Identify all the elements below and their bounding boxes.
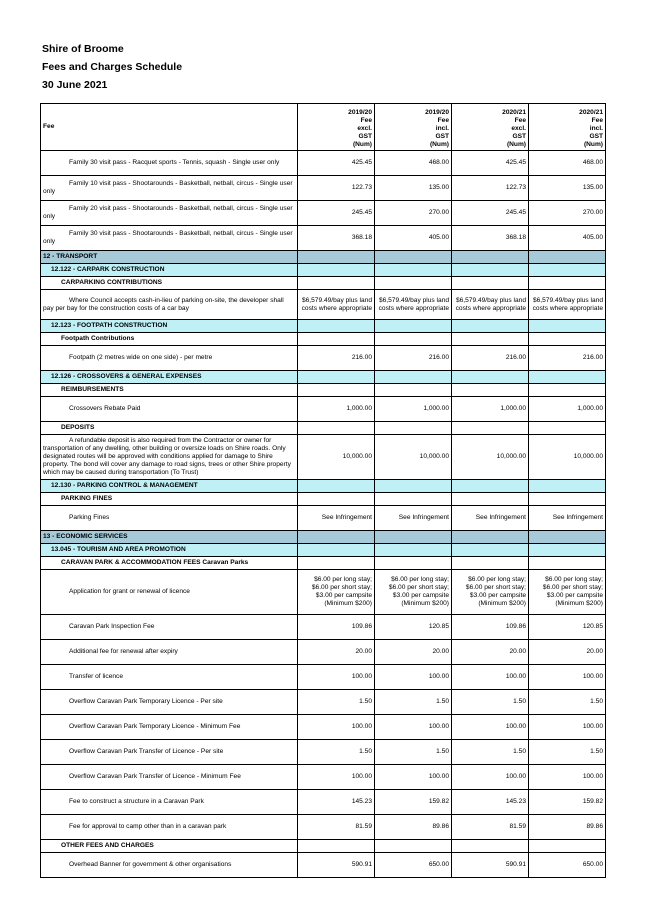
empty-cell [452, 840, 529, 853]
fee-description: Overhead Banner for government & other organisations [41, 853, 298, 878]
fee-value-cell: $6,579.49/bay plus land costs where appropriate [375, 290, 452, 320]
empty-cell [298, 840, 375, 853]
table-row [41, 346, 606, 371]
empty-cell [529, 480, 606, 493]
fee-value-cell: 100.00 [375, 665, 452, 690]
fee-description-text: A refundable deposit is also required from the Contractor or owner for transportation of any dwelling, other building or oversize loads on Shire roads. Only designated routes will be approved with conditions applied for damage to Shire property. The bond will cover any damage to road signs, trees or other Shire property which may be caused during transportation (To Trust) [43, 437, 291, 476]
empty-cell [452, 557, 529, 570]
heading-label: Footpath Contributions [41, 333, 298, 346]
schedule-date: 30 June 2021 [42, 79, 108, 91]
fee-value-cell: 270.00 [529, 201, 606, 226]
fee-description [41, 435, 298, 480]
fee-description-text: Where Council accepts cash-in-lieu of parking on-site, the developer shall pay per bay for the construction costs of a car bay [43, 296, 284, 312]
fee-value-cell: 109.86 [452, 615, 529, 640]
fee-value-cell: 245.45 [452, 201, 529, 226]
fee-value-cell: 145.23 [452, 790, 529, 815]
fee-description: Parking Fines [41, 506, 298, 531]
fee-description-text: Family 20 visit pass - Shootarounds - Basketball, netball, circus - Single user only [43, 205, 293, 220]
heading-label: REIMBURSEMENTS [41, 384, 298, 397]
fee-value-cell: 81.59 [452, 815, 529, 840]
fee-value-cell: 81.59 [298, 815, 375, 840]
empty-cell [298, 422, 375, 435]
fee-value-cell: 100.00 [298, 715, 375, 740]
fee-value-cell: 216.00 [298, 346, 375, 371]
fee-value-cell: 100.00 [375, 765, 452, 790]
empty-cell [298, 264, 375, 277]
empty-cell [529, 320, 606, 333]
fee-value-cell: 368.18 [298, 226, 375, 251]
fee-value-cell: 1,000.00 [452, 397, 529, 422]
column-header-2020-21-excl: 2020/21 Fee excl. GST (Num) [452, 104, 529, 151]
fee-value-cell: 145.23 [298, 790, 375, 815]
fee-value-cell: 100.00 [452, 765, 529, 790]
table-header-row [41, 104, 606, 151]
empty-cell [375, 371, 452, 384]
section-heading-row [41, 251, 606, 264]
empty-cell [529, 384, 606, 397]
heading-label: CARAVAN PARK & ACCOMMODATION FEES Caravan Parks [41, 557, 298, 570]
fee-value-cell: 20.00 [375, 640, 452, 665]
fee-description: Overflow Caravan Park Temporary Licence - Per site [41, 690, 298, 715]
empty-cell [529, 544, 606, 557]
fee-description: Overflow Caravan Park Transfer of Licence - Per site [41, 740, 298, 765]
empty-cell [298, 480, 375, 493]
fee-value-cell: 100.00 [529, 765, 606, 790]
fee-value-cell: 122.73 [298, 176, 375, 201]
empty-cell [452, 320, 529, 333]
category-heading-row [41, 277, 606, 290]
fee-description-text: Family 10 visit pass - Shootarounds - Basketball, netball, circus - Single user only [43, 180, 293, 195]
fee-value-cell: 650.00 [375, 853, 452, 878]
table-row [41, 715, 606, 740]
empty-cell [298, 557, 375, 570]
document-title: Shire of Broome [42, 43, 124, 55]
table-row [41, 665, 606, 690]
category-heading-row [41, 557, 606, 570]
fee-value-cell: 468.00 [375, 151, 452, 176]
fee-description [41, 151, 298, 176]
table-row [41, 435, 606, 480]
fee-value-cell: 135.00 [529, 176, 606, 201]
fee-value-cell: $6,579.49/bay plus land costs where appropriate [529, 290, 606, 320]
empty-cell [529, 557, 606, 570]
fee-value-cell: 100.00 [529, 665, 606, 690]
empty-cell [298, 251, 375, 264]
empty-cell [375, 422, 452, 435]
table-row [41, 201, 606, 226]
empty-cell [452, 277, 529, 290]
category-heading-row [41, 333, 606, 346]
empty-cell [375, 384, 452, 397]
fee-value-cell: 100.00 [298, 665, 375, 690]
heading-label: 12 - TRANSPORT [41, 251, 298, 264]
fee-value-cell: $6.00 per long stay; $6.00 per short stay; $3.00 per campsite (Minimum $200) [452, 570, 529, 615]
fee-description: Fee to construct a structure in a Caravan Park [41, 790, 298, 815]
empty-cell [452, 493, 529, 506]
empty-cell [298, 371, 375, 384]
empty-cell [529, 251, 606, 264]
fee-description: Overflow Caravan Park Temporary Licence - Minimum Fee [41, 715, 298, 740]
fee-value-cell: 468.00 [529, 151, 606, 176]
empty-cell [375, 544, 452, 557]
fee-value-cell: 270.00 [375, 201, 452, 226]
fee-value-cell: 135.00 [375, 176, 452, 201]
empty-cell [375, 251, 452, 264]
fee-value-cell: 1.50 [375, 740, 452, 765]
fee-value-cell: 120.85 [375, 615, 452, 640]
fee-value-cell: 10,000.00 [452, 435, 529, 480]
fee-value-cell: 405.00 [375, 226, 452, 251]
table-row [41, 765, 606, 790]
table-row [41, 290, 606, 320]
fee-value-cell: 1.50 [452, 690, 529, 715]
fee-value-cell: 1.50 [529, 740, 606, 765]
empty-cell [452, 264, 529, 277]
empty-cell [452, 531, 529, 544]
fee-value-cell: See Infringement [452, 506, 529, 531]
empty-cell [529, 422, 606, 435]
subsection-heading-row [41, 264, 606, 277]
fee-value-cell: 159.82 [375, 790, 452, 815]
empty-cell [375, 493, 452, 506]
fee-value-cell: $6.00 per long stay; $6.00 per short stay; $3.00 per campsite (Minimum $200) [529, 570, 606, 615]
fee-description: Transfer of licence [41, 665, 298, 690]
category-heading-row [41, 840, 606, 853]
fee-description: Caravan Park Inspection Fee [41, 615, 298, 640]
fee-value-cell: 100.00 [375, 715, 452, 740]
empty-cell [375, 264, 452, 277]
heading-label: DEPOSITS [41, 422, 298, 435]
column-header-2019-20-incl: 2019/20 Fee incl. GST (Num) [375, 104, 452, 151]
fee-value-cell: 100.00 [298, 765, 375, 790]
fee-value-cell: $6.00 per long stay; $6.00 per short stay; $3.00 per campsite (Minimum $200) [375, 570, 452, 615]
empty-cell [298, 384, 375, 397]
subsection-heading-row [41, 544, 606, 557]
fees-table-body [41, 151, 606, 878]
empty-cell [452, 480, 529, 493]
table-row [41, 740, 606, 765]
table-row [41, 506, 606, 531]
fee-value-cell: 1.50 [298, 740, 375, 765]
table-row [41, 226, 606, 251]
fee-value-cell: 1.50 [529, 690, 606, 715]
fee-description: Additional fee for renewal after expiry [41, 640, 298, 665]
subsection-heading-row [41, 371, 606, 384]
table-row [41, 397, 606, 422]
empty-cell [375, 333, 452, 346]
column-header-2019-20-excl: 2019/20 Fee excl. GST (Num) [298, 104, 375, 151]
fee-value-cell: 10,000.00 [375, 435, 452, 480]
fee-value-cell: 10,000.00 [298, 435, 375, 480]
fee-value-cell: 100.00 [452, 715, 529, 740]
schedule-title: Fees and Charges Schedule [42, 61, 183, 73]
empty-cell [529, 531, 606, 544]
empty-cell [298, 333, 375, 346]
empty-cell [529, 333, 606, 346]
fee-value-cell: $6,579.49/bay plus land costs where appropriate [452, 290, 529, 320]
empty-cell [298, 320, 375, 333]
fee-value-cell: See Infringement [375, 506, 452, 531]
fee-description-text: Family 30 visit pass - Racquet sports - Tennis, squash - Single user only [69, 159, 280, 166]
fee-description [41, 226, 298, 251]
fee-value-cell: 245.45 [298, 201, 375, 226]
table-row [41, 151, 606, 176]
section-heading-row [41, 531, 606, 544]
fee-value-cell: 100.00 [452, 665, 529, 690]
heading-label: CARPARKING CONTRIBUTIONS [41, 277, 298, 290]
empty-cell [375, 480, 452, 493]
fee-value-cell: 650.00 [529, 853, 606, 878]
fee-value-cell: 425.45 [452, 151, 529, 176]
empty-cell [452, 371, 529, 384]
empty-cell [529, 493, 606, 506]
heading-label: 13.045 - TOURISM AND AREA PROMOTION [41, 544, 298, 557]
heading-label: OTHER FEES AND CHARGES [41, 840, 298, 853]
fee-value-cell: $6,579.49/bay plus land costs where appropriate [298, 290, 375, 320]
fee-description: Overflow Caravan Park Transfer of Licence - Minimum Fee [41, 765, 298, 790]
heading-label: 12.130 - PARKING CONTROL & MANAGEMENT [41, 480, 298, 493]
empty-cell [298, 544, 375, 557]
heading-label: 13 - ECONOMIC SERVICES [41, 531, 298, 544]
empty-cell [298, 493, 375, 506]
fee-value-cell: 159.82 [529, 790, 606, 815]
empty-cell [375, 840, 452, 853]
table-row [41, 815, 606, 840]
empty-cell [298, 277, 375, 290]
empty-cell [375, 531, 452, 544]
fee-value-cell: See Infringement [529, 506, 606, 531]
fees-table [40, 103, 606, 878]
fee-value-cell: 1.50 [298, 690, 375, 715]
empty-cell [298, 531, 375, 544]
empty-cell [452, 251, 529, 264]
fee-description: Crossovers Rebate Paid [41, 397, 298, 422]
subsection-heading-row [41, 480, 606, 493]
fee-description [41, 290, 298, 320]
heading-label: PARKING FINES [41, 493, 298, 506]
fee-value-cell: 1,000.00 [375, 397, 452, 422]
fee-value-cell: 1.50 [375, 690, 452, 715]
fee-description: Footpath (2 metres wide on one side) - per metre [41, 346, 298, 371]
table-row [41, 176, 606, 201]
column-header-2020-21-incl: 2020/21 Fee incl. GST (Num) [529, 104, 606, 151]
fee-value-cell: See Infringement [298, 506, 375, 531]
table-row [41, 615, 606, 640]
fee-value-cell: 10,000.00 [529, 435, 606, 480]
empty-cell [529, 840, 606, 853]
fee-value-cell: 122.73 [452, 176, 529, 201]
fee-value-cell: 1,000.00 [529, 397, 606, 422]
fee-value-cell: 405.00 [529, 226, 606, 251]
empty-cell [452, 544, 529, 557]
fee-value-cell: 100.00 [529, 715, 606, 740]
heading-label: 12.123 - FOOTPATH CONSTRUCTION [41, 320, 298, 333]
fee-description-text: Family 30 visit pass - Shootarounds - Basketball, netball, circus - Single user only [43, 230, 293, 245]
empty-cell [452, 333, 529, 346]
fee-value-cell: 89.86 [529, 815, 606, 840]
fee-value-cell: 425.45 [298, 151, 375, 176]
table-row [41, 853, 606, 878]
fee-value-cell: 590.91 [452, 853, 529, 878]
fee-value-cell: 1.50 [452, 740, 529, 765]
fee-value-cell: $6.00 per long stay; $6.00 per short stay; $3.00 per campsite (Minimum $200) [298, 570, 375, 615]
empty-cell [529, 277, 606, 290]
fee-value-cell: 368.18 [452, 226, 529, 251]
fee-value-cell: 216.00 [529, 346, 606, 371]
fee-description [41, 201, 298, 226]
category-heading-row [41, 493, 606, 506]
heading-label: 12.122 - CARPARK CONSTRUCTION [41, 264, 298, 277]
empty-cell [529, 371, 606, 384]
fee-description [41, 176, 298, 201]
fee-value-cell: 120.85 [529, 615, 606, 640]
fee-value-cell: 109.86 [298, 615, 375, 640]
subsection-heading-row [41, 320, 606, 333]
fee-value-cell: 1,000.00 [298, 397, 375, 422]
empty-cell [375, 557, 452, 570]
fee-value-cell: 20.00 [452, 640, 529, 665]
empty-cell [452, 422, 529, 435]
heading-label: 12.126 - CROSSOVERS & GENERAL EXPENSES [41, 371, 298, 384]
category-heading-row [41, 384, 606, 397]
table-row [41, 570, 606, 615]
empty-cell [452, 384, 529, 397]
empty-cell [375, 320, 452, 333]
empty-cell [529, 264, 606, 277]
table-row [41, 790, 606, 815]
table-row [41, 640, 606, 665]
fee-value-cell: 216.00 [452, 346, 529, 371]
category-heading-row [41, 422, 606, 435]
empty-cell [375, 277, 452, 290]
fee-value-cell: 20.00 [529, 640, 606, 665]
fee-description: Fee for approval to camp other than in a caravan park [41, 815, 298, 840]
fee-value-cell: 216.00 [375, 346, 452, 371]
column-header-fee: Fee [41, 104, 298, 151]
fee-description: Application for grant or renewal of licence [41, 570, 298, 615]
fee-value-cell: 590.91 [298, 853, 375, 878]
table-row [41, 690, 606, 715]
fee-value-cell: 20.00 [298, 640, 375, 665]
fee-value-cell: 89.86 [375, 815, 452, 840]
